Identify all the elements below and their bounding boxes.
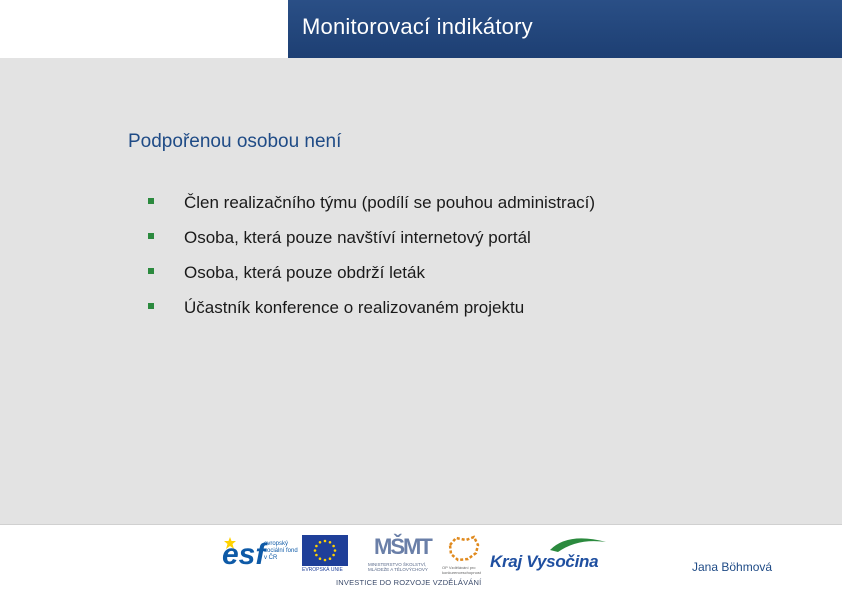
kraj-logo-text: Kraj Vysočina [490, 552, 599, 571]
esf-logo-text: evropský sociální fond v ČR [264, 541, 298, 561]
esf-logo [220, 535, 298, 575]
eu-flag-icon [302, 535, 348, 566]
eu-logo [302, 535, 348, 575]
list-item-text: Osoba, která pouze navštíví internetový portál [184, 228, 531, 247]
content-area [0, 58, 842, 524]
msmt-logo [368, 534, 432, 576]
kraj-vysocina-logo [490, 534, 610, 576]
footer-divider [0, 524, 842, 525]
list-item-text: Osoba, která pouze obdrží leták [184, 263, 425, 282]
msmt-caption: MINISTERSTVO ŠKOLSTVÍ, MLÁDEŽE A TĚLOVÝCHOVY [368, 562, 428, 572]
eu-caption: EVROPSKÁ UNIE [302, 567, 343, 573]
op-caption: OP Vzdělávání pro konkurenceschopnost [442, 565, 481, 575]
square-bullet-icon [148, 303, 154, 309]
square-bullet-icon [148, 268, 154, 274]
logo-strip [220, 532, 610, 590]
slide-title: Monitorovací indikátory [302, 14, 533, 39]
list-item-text: Člen realizačního týmu (podílí se pouhou administrací) [184, 193, 596, 212]
header-left-panel [0, 0, 288, 58]
section-heading: Podpořenou osobou není [128, 131, 342, 152]
list-item-text: Účastník konference o realizovaném projektu [184, 298, 525, 317]
czech-map-icon [446, 535, 480, 563]
author-name: Jana Böhmová [692, 560, 773, 574]
square-bullet-icon [148, 233, 154, 239]
investice-caption: INVESTICE DO ROZVOJE VZDĚLÁVÁNÍ [336, 578, 482, 587]
op-logo [442, 535, 486, 575]
msmt-logo-mark: MŠMT [374, 534, 431, 559]
swoosh-icon [548, 534, 608, 554]
square-bullet-icon [148, 198, 154, 204]
esf-logo-mark: esf [222, 538, 266, 571]
